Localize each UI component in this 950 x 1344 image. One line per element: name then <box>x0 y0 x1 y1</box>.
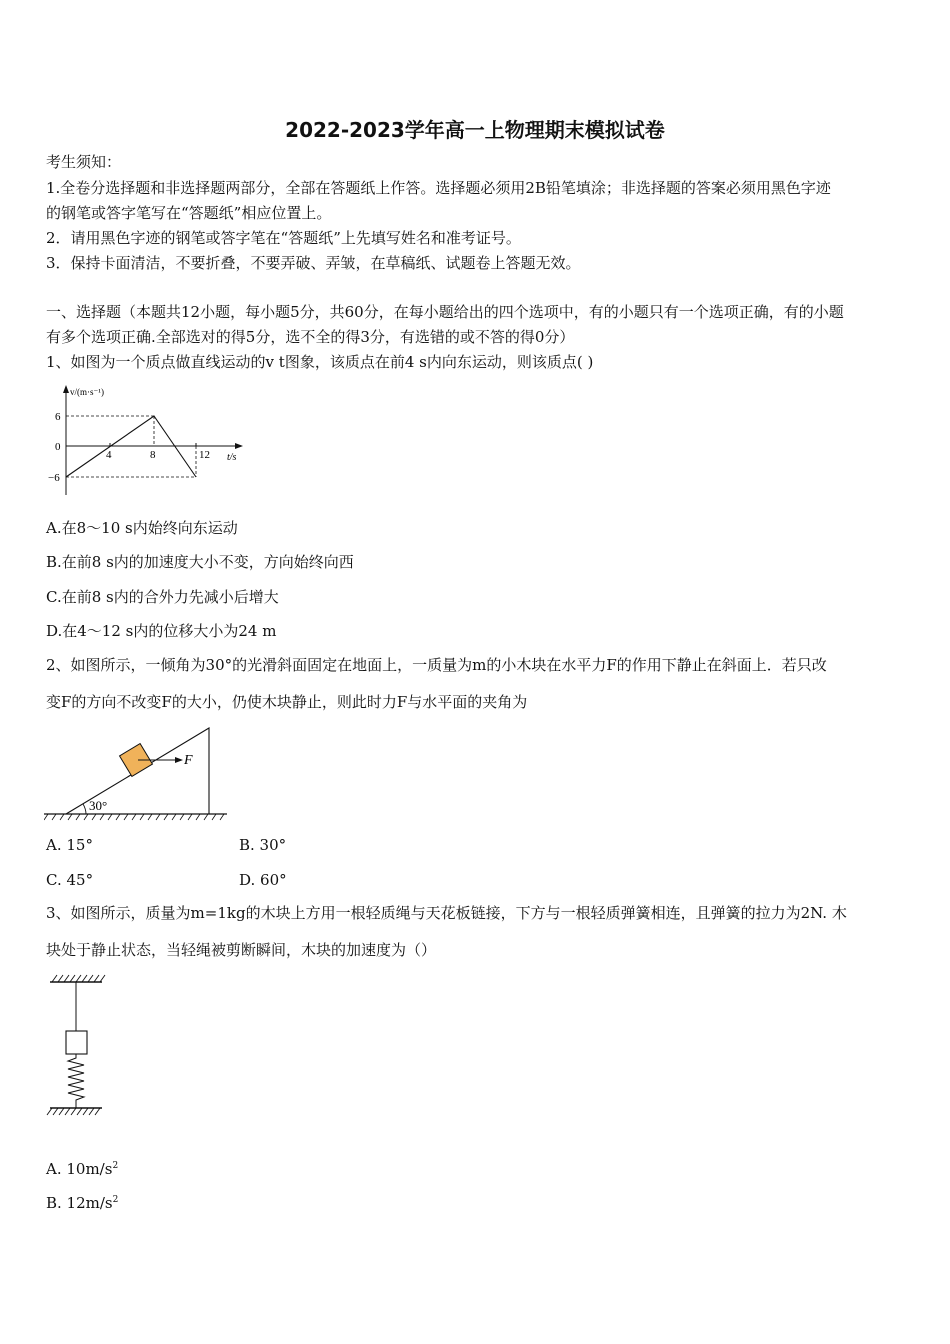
q3-option-a <box>46 1156 118 1179</box>
y-axis-label: v/(m·s⁻¹) <box>70 387 104 397</box>
notice-item-2: 2．请用黑色字迹的钢笔或答字笔在“答题纸”上先填写姓名和准考证号。 <box>46 229 521 247</box>
q3-option-a-text: A. 10m/s <box>46 1160 113 1178</box>
x-tick-4: 4 <box>106 449 112 461</box>
ceiling-hatch <box>52 975 105 982</box>
spring <box>68 1054 84 1108</box>
x-tick-12: 12 <box>199 449 210 461</box>
notice-item-3: 3．保持卡面清洁，不要折叠，不要弄破、弄皱，在草稿纸、试题卷上答题无效。 <box>46 254 581 272</box>
vt-graph <box>44 380 254 495</box>
q1-option-c: C.在前8 s内的合外力先减小后增大 <box>46 588 279 606</box>
q3-option-b-exponent: 2 <box>112 1195 119 1205</box>
q3-stem-cont: 块处于静止状态，当轻绳被剪断瞬间，木块的加速度为（） <box>46 941 437 959</box>
angle-arc <box>83 804 86 814</box>
notice-heading: 考生须知： <box>46 153 122 171</box>
notice-item-1: 1.全卷分选择题和非选择题两部分，全部在答题纸上作答。选择题必须用2B铅笔填涂；非选择题的答案必须用黑色字迹 <box>46 179 831 197</box>
q1-option-d: D.在4～12 s内的位移大小为24 m <box>46 622 277 640</box>
q2-option-c: C. 45° <box>46 871 94 889</box>
y-tick-0: 0 <box>55 441 61 453</box>
q2-stem-cont: 变F的方向不改变F的大小，仍使木块静止，则此时力F与水平面的夹角为 <box>46 693 528 711</box>
x-tick-8: 8 <box>150 449 156 461</box>
q3-option-a-exponent: 2 <box>112 1161 119 1171</box>
block <box>66 1031 87 1054</box>
q3-option-b-text: B. 12m/s <box>46 1194 113 1212</box>
section-heading: 一、选择题（本题共12小题，每小题5分，共60分，在每小题给出的四个选项中，有的小题只有一个选项正确，有的小题 <box>46 303 844 321</box>
ground-hatch <box>44 814 224 820</box>
q3-option-b <box>46 1190 118 1213</box>
spring-figure <box>44 970 114 1120</box>
q1-stem: 1、如图为一个质点做直线运动的v t图象，该质点在前4 s内向东运动，则该质点( ) <box>46 353 594 371</box>
q1-option-a: A.在8～10 s内始终向东运动 <box>46 519 238 537</box>
y-axis-arrow <box>63 385 69 393</box>
angle-label: 30° <box>89 798 108 813</box>
page-title: 2022-2023学年高一上物理期末模拟试卷 <box>285 118 665 142</box>
q3-stem: 3、如图所示，质量为m=1kg的木块上方用一根轻质绳与天花板链接，下方与一根轻质弹簧相连，且弹簧的拉力为2N. 木 <box>46 904 847 922</box>
q1-option-b: B.在前8 s内的加速度大小不变，方向始终向西 <box>46 553 354 571</box>
q2-option-a: A. 15° <box>46 836 93 854</box>
q2-option-b: B. 30° <box>239 836 287 854</box>
incline-figure <box>44 722 234 822</box>
q2-option-d: D. 60° <box>239 871 287 889</box>
x-axis-label: t/s <box>227 452 237 463</box>
notice-item-1-cont: 的钢笔或答字笔写在“答题纸”相应位置上。 <box>46 204 332 222</box>
section-heading-cont: 有多个选项正确.全部选对的得5分，选不全的得3分，有选错的或不答的得0分） <box>46 328 575 346</box>
floor-hatch <box>47 1108 100 1115</box>
x-axis-arrow <box>235 443 243 449</box>
force-arrow-head <box>175 757 183 763</box>
force-label: F <box>184 753 193 768</box>
y-tick-m6: −6 <box>48 472 60 484</box>
y-tick-6: 6 <box>55 411 61 423</box>
q2-stem: 2、如图所示，一倾角为30°的光滑斜面固定在地面上，一质量为m的小木块在水平力F的作用下静止在斜面上．若只改 <box>46 656 827 674</box>
